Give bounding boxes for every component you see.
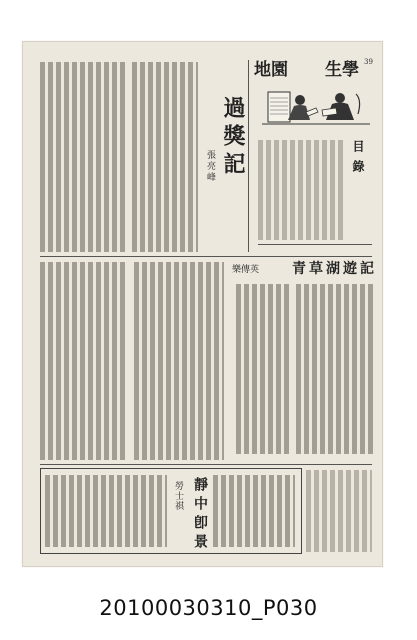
section-rule [40,256,372,257]
toc-heading: 目錄 [351,140,365,180]
article-author: 勞士祺 [173,481,183,511]
article-body [213,475,295,547]
students-reading-illustration [262,84,370,130]
article-jing-zhong-jing [40,468,302,554]
masthead-title-right [325,62,359,79]
article-continuation [306,470,372,552]
article-author: 張亮峰 [205,150,215,183]
masthead-char: 園 [271,60,288,80]
article-title: 過獎記 [220,96,246,180]
archive-id: 20100030310_P030 [99,596,318,620]
column-rule [248,60,249,252]
masthead-char: 地 [254,60,271,80]
article-title: 靜中卽景 [192,477,208,553]
article-body [132,62,198,252]
page-number: 39 [364,58,373,66]
article-author: 樂傳英 [232,265,260,275]
masthead-char: 生 [325,60,342,80]
article-body [45,475,167,547]
section-rule [40,464,372,465]
article-body [40,62,126,252]
article-body [296,284,374,454]
article-body [134,262,224,460]
article-body [40,262,128,460]
toc-rule [258,244,372,245]
masthead-char: 學 [342,60,359,80]
article-body [236,284,290,454]
article-title: 青草湖遊記 [292,261,377,277]
masthead-title [254,62,288,79]
toc-entries [258,140,346,240]
